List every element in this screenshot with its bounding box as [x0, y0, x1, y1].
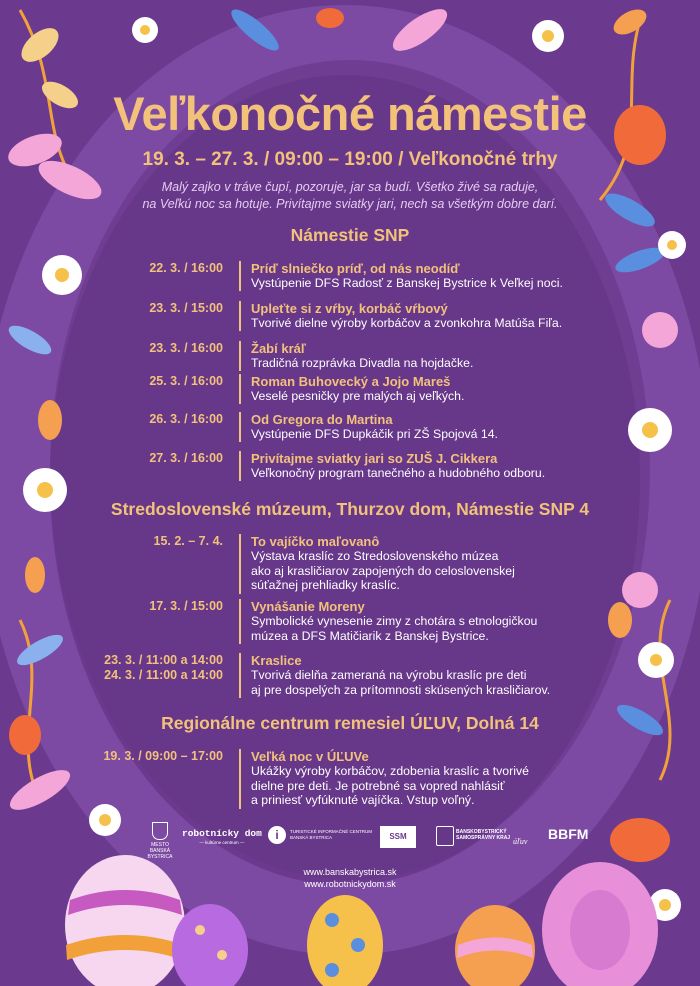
event-title: Roman Buhovecký a Jojo Mareš — [251, 374, 451, 389]
uluv-logo: úľuv — [513, 837, 528, 846]
event-title: Žabí kráľ — [251, 341, 306, 356]
divider — [239, 653, 241, 698]
event-description: Vystúpenie DFS Radosť z Banskej Bystrice k Veľkej noci. — [251, 276, 563, 290]
event-description: Tvorivá dielňa zameraná na výrobu kraslíc pre deti aj pre dospelých za prítomnosti skúsených krasličiarov. — [251, 668, 551, 697]
divider — [239, 534, 241, 594]
divider — [239, 374, 241, 404]
event-date: 23. 3. / 15:00 — [149, 301, 223, 315]
event-description: Symbolické vynesenie zimy z chotára s etnologičkou múzea a DFS Matičiarik z Banskej Bystrice. — [251, 614, 538, 643]
divider — [239, 451, 241, 481]
url-link[interactable]: www.robotnickydom.sk — [304, 879, 396, 889]
website-links — [0, 866, 700, 890]
robotnicky-dom-subtext: — kultúrne centrum — — [199, 840, 245, 845]
event-title: Privítajme sviatky jari so ZUŠ J. Cikkera — [251, 451, 498, 466]
city-logo-text: MESTO BANSKÁ BYSTRICA — [147, 842, 173, 860]
bbsk-logo-text: BANSKOBYSTRICKÝ SAMOSPRÁVNY KRAJ — [456, 829, 511, 841]
intro-poem: Malý zajko v tráve čupí, pozoruje, jar sa budí. Všetko živé sa raduje, na Veľkú noc sa hotuje. Privítajme sviatky jari, nech sa všetkým dobre darí. — [142, 180, 558, 211]
robotnicky-dom-text: robotnícky dom — [182, 828, 262, 839]
event-date: 23. 3. / 16:00 — [149, 341, 223, 355]
tic-logo-text: TURISTICKÉ INFORMAČNÉ CENTRUM BANSKÁ BYSTRICA — [290, 829, 372, 840]
event-description: Ukážky výroby korbáčov, zdobenia kraslíc a tvorivé dielne pre deti. Je potrebné sa vopred nahlásiť a priniesť vyfúknuté vajíčka. Vstup voľný. — [251, 764, 529, 807]
event-date: 22. 3. / 16:00 — [149, 261, 223, 275]
event-description: Veľkonočný program tanečného a hudobného odboru. — [251, 466, 546, 480]
section-title-namestie-snp: Námestie SNP — [290, 225, 410, 245]
event-dates-subtitle: 19. 3. – 27. 3. / 09:00 – 19:00 / Veľkonočné trhy — [142, 149, 558, 170]
page-title: Veľkonočné námestie — [113, 87, 587, 140]
ssm-logo: SSM — [380, 826, 416, 848]
section-title-stredoslovenske-muzeum: Stredoslovenské múzeum, Thurzov dom, Námestie SNP 4 — [110, 499, 590, 519]
event-title: Vynášanie Moreny — [251, 599, 365, 614]
event-date: 19. 3. / 09:00 – 17:00 — [103, 749, 223, 763]
bbsk-crest-icon — [436, 826, 454, 846]
divider — [239, 341, 241, 371]
divider — [239, 261, 241, 291]
partner-logos — [0, 818, 700, 858]
event-date: 23. 3. / 11:00 a 14:00 24. 3. / 11:00 a 14:00 — [104, 653, 223, 682]
event-description: Tvorivé dielne výroby korbáčov a zvonkohra Matúša Fiľa. — [251, 316, 563, 330]
event-title: Veľká noc v ÚĽUVe — [251, 749, 369, 764]
event-description: Výstava kraslíc zo Stredoslovenského múzea ako aj krasličiarov zapojených do celoslovenskej súťažnej prehliadky kraslíc. — [251, 549, 515, 592]
event-date: 26. 3. / 16:00 — [149, 412, 223, 426]
event-date: 27. 3. / 16:00 — [149, 451, 223, 465]
event-date: 25. 3. / 16:00 — [149, 374, 223, 388]
event-date: 17. 3. / 15:00 — [149, 599, 223, 613]
divider — [239, 301, 241, 331]
event-date: 15. 2. – 7. 4. — [153, 534, 223, 548]
city-crest-icon — [152, 822, 168, 840]
event-description: Veselé pesničky pre malých aj veľkých. — [251, 389, 465, 403]
event-title: Príď slniečko príď, od nás neodíď — [251, 261, 460, 276]
city-logo — [142, 822, 178, 860]
divider — [239, 749, 241, 809]
event-title: Od Gregora do Martina — [251, 412, 393, 427]
event-title: Upleťte si z vŕby, korbáč vŕbový — [251, 301, 448, 316]
event-title: Kraslice — [251, 653, 302, 668]
event-description: Tradičná rozprávka Divadla na hojdačke. — [251, 356, 474, 370]
info-icon: i — [268, 826, 286, 844]
bbfm-logo: BBFM — [548, 826, 589, 842]
section-title-uluv: Regionálne centrum remesiel ÚĽUV, Dolná 14 — [161, 713, 539, 733]
divider — [239, 412, 241, 442]
robotnicky-dom-logo — [182, 828, 262, 847]
url-link[interactable]: www.banskabystrica.sk — [303, 867, 397, 877]
event-title: To vajíčko maľovanô — [251, 534, 380, 549]
divider — [239, 599, 241, 644]
event-description: Vystúpenie DFS Dupkáčik pri ZŠ Spojová 14. — [251, 427, 498, 441]
